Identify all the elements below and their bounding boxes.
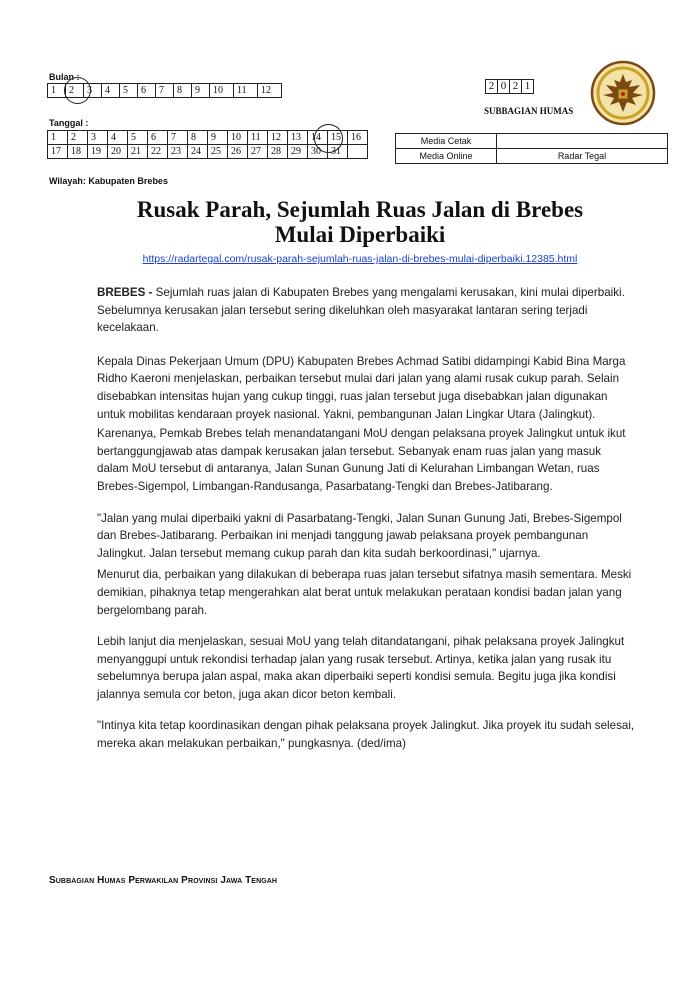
date-cell: 13: [288, 131, 308, 145]
date-cell: 22: [148, 145, 168, 159]
month-cell: 7: [156, 84, 174, 98]
date-cell: 7: [168, 131, 188, 145]
media-cetak-value: [497, 134, 668, 149]
date-cell: [348, 145, 368, 159]
year-digit-cell: 2: [486, 80, 498, 94]
month-cell: 5: [120, 84, 138, 98]
media-online-value: Radar Tegal: [497, 149, 668, 164]
month-cell: 9: [192, 84, 210, 98]
article-title-line2: Mulai Diperbaiki: [274, 222, 446, 247]
date-cell: 28: [268, 145, 288, 159]
date-cell: 19: [88, 145, 108, 159]
month-cell: 10: [210, 84, 234, 98]
paragraph-1: [97, 284, 635, 337]
date-cell: 18: [68, 145, 88, 159]
media-cetak-label: Media Cetak: [396, 134, 497, 149]
date-cell: 20: [108, 145, 128, 159]
date-cell: 30: [308, 145, 328, 159]
date-cell: 26: [228, 145, 248, 159]
date-cell: 25: [208, 145, 228, 159]
article-title: [60, 197, 660, 247]
subbagian-humas-label: SUBBAGIAN HUMAS: [484, 106, 574, 116]
date-cell: 29: [288, 145, 308, 159]
month-cell: 8: [174, 84, 192, 98]
paragraph-3: Karenanya, Pemkab Brebes telah menandatangani MoU dengan pelaksana proyek Jalingkut untuk ikut bertanggungjawab atas dampak kerusakan jalan tersebut. Sebanyak enam ruas jalan yang masuk dalam MoU tersebut di antaranya, Jalan Sunan Gunung Jati di Kelurahan Limbangan Wetan, ruas Brebes-Sigempol, Limbangan-Randusanga, Pasarbatang-Tengki dan Brebes-Jatibarang.: [97, 427, 626, 493]
month-cell: 3: [84, 84, 102, 98]
year-digit-cell: 2: [510, 80, 522, 94]
article-title-line1: Rusak Parah, Sejumlah Ruas Jalan di Brebes: [136, 197, 584, 222]
article-body: [97, 284, 635, 753]
year-digit-cell: 1: [522, 80, 534, 94]
date-cell: 16: [348, 131, 368, 145]
month-cell: 6: [138, 84, 156, 98]
paragraph-6: Lebih lanjut dia menjelaskan, sesuai MoU yang telah ditandatangani, pihak pelaksana proyek Jalingkut menyanggupi untuk rekondisi terhadap jalan yang rusak tersebut. Artinya, ketika jalan yang rusak itu sebelumnya berupa jalan aspal, maka akan diperbaiki seperti kondisi semula. Begitu juga jika kondisi jalannya semula cor beton, juga akan dicor beton kembali.: [97, 635, 625, 701]
date-cell: 5: [128, 131, 148, 145]
date-cell: 2: [68, 131, 88, 145]
month-cell: 4: [102, 84, 120, 98]
month-cell: 1: [48, 84, 66, 98]
paragraph-7: "Intinya kita tetap koordinasikan dengan pihak pelaksana proyek Jalingkut. Jika proyek itu sudah selesai, mereka akan melakukan perbaikan," pungkasnya. (ded/ima): [97, 719, 635, 751]
month-cell: 11: [234, 84, 258, 98]
tanggal-label: Tanggal :: [49, 118, 89, 128]
date-cell: 1: [48, 131, 68, 145]
paragraph-4: "Jalan yang mulai diperbaiki yakni di Pasarbatang-Tengki, Jalan Sunan Gunung Jati, Brebes-Sigempol dan Brebes-Jatibarang. Perbaikan ini menjadi tanggung jawab pelaksana proyek pembangunan Jalingkut. Jalan tersebut memang cukup parah dan kita sudah berkoordinasi," ujarnya.: [97, 511, 622, 560]
month-cell: 12: [258, 84, 282, 98]
date-cell: 10: [228, 131, 248, 145]
date-cell: 14: [308, 131, 328, 145]
date-cell: 15: [328, 131, 348, 145]
month-cell: 2: [66, 84, 84, 98]
year-grid: [485, 79, 534, 94]
date-cell: 23: [168, 145, 188, 159]
bulan-label: Bulan :: [49, 72, 80, 82]
date-cell: 6: [148, 131, 168, 145]
date-cell: 8: [188, 131, 208, 145]
date-cell: 11: [248, 131, 268, 145]
date-cell: 31: [328, 145, 348, 159]
date-cell: 24: [188, 145, 208, 159]
media-online-label: Media Online: [396, 149, 497, 164]
date-cell: 4: [108, 131, 128, 145]
date-cell: 21: [128, 145, 148, 159]
media-table: [395, 133, 668, 164]
dateline: BREBES -: [97, 286, 153, 299]
footer-unit: Subbagian Humas Perwakilan Provinsi Jawa Tengah: [49, 875, 278, 886]
paragraph-5: Menurut dia, perbaikan yang dilakukan di beberapa ruas jalan tersebut sifatnya masih sementara. Meski demikian, pihaknya tetap mengerahkan alat berat untuk melakukan perataan kondisi badan jalan yang bergelombang parah.: [97, 568, 632, 617]
garuda-emblem-icon: [588, 60, 658, 126]
article-url-link[interactable]: https://radartegal.com/rusak-parah-sejumlah-ruas-jalan-di-brebes-mulai-diperbaiki.12385.html: [142, 253, 578, 265]
selected-date-circle: [314, 124, 343, 153]
year-digit-cell: 0: [498, 80, 510, 94]
date-cell: 27: [248, 145, 268, 159]
wilayah-label: Wilayah: Kabupaten Brebes: [49, 176, 168, 186]
paragraph-2: Kepala Dinas Pekerjaan Umum (DPU) Kabupaten Brebes Achmad Satibi didampingi Kabid Bina Marga Ridho Kaeroni menjelaskan, perbaikan tersebut mulai dari jalan yang alami rusak cukup parah. Selain disebabkan intensitas hujan yang cukup tinggi, ruas jalan tersebut juga disebabkan jalan digunakan untuk mobilitas kendaraan proyek nasional. Yakni, pembangunan Jalan Lingkar Utara (Jalingkut).: [97, 354, 626, 421]
paragraph-1-text: Sejumlah ruas jalan di Kabupaten Brebes yang mengalami kerusakan, kini mulai diperbaiki. Sebelumnya kerusakan jalan tersebut sering dikeluhkan oleh masyarakat lantaran sering terjadi kecelakaan.: [97, 286, 625, 335]
date-cell: 17: [48, 145, 68, 159]
date-cell: 9: [208, 131, 228, 145]
selected-month-circle: [64, 77, 91, 104]
date-cell: 12: [268, 131, 288, 145]
date-cell: 3: [88, 131, 108, 145]
